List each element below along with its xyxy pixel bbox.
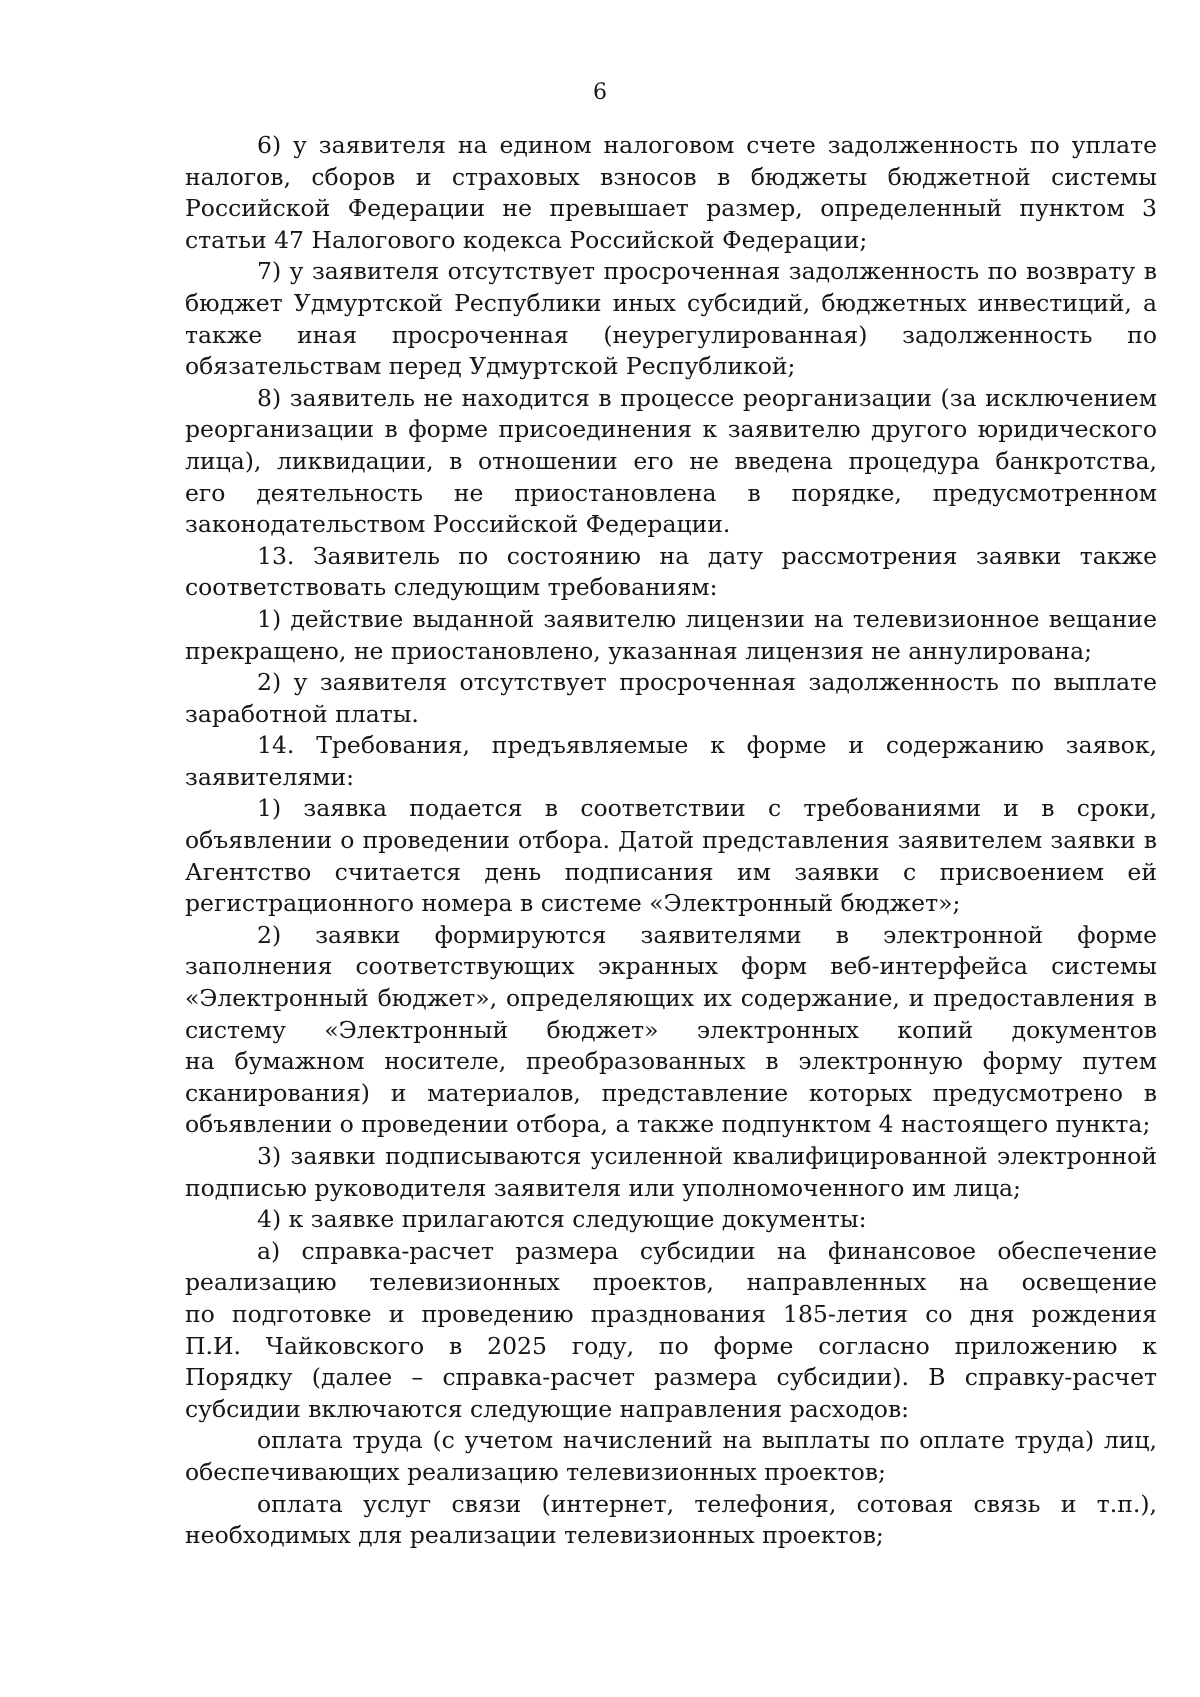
text-line: 1) действие выданной заявителю лицензии на телевизионное вещание — [257, 604, 1157, 633]
text-line: лица), ликвидации, в отношении его не введена процедура банкротства, — [185, 446, 1157, 475]
clause-14-item-1 — [185, 793, 1157, 919]
page-number: 6 — [593, 80, 607, 105]
text-line: его деятельность не приостановлена в порядке, предусмотренном — [185, 478, 1157, 507]
paragraph-item-6 — [185, 130, 1157, 256]
clause-13-item-1 — [185, 604, 1157, 667]
text-line: объявлении о проведении отбора. Датой представления заявителем заявки в — [185, 826, 1157, 855]
text-line: 4) к заявке прилагаются следующие документы: — [257, 1205, 867, 1234]
text-line: сканирования) и материалов, представление которых предусмотрено в — [185, 1078, 1157, 1107]
text-line: обязательствам перед Удмуртской Республикой; — [185, 352, 796, 381]
text-line: оплата труда (с учетом начислений на выплаты по оплате труда) лиц, — [257, 1426, 1157, 1455]
clause-13 — [185, 541, 1157, 604]
text-line: подписью руководителя заявителя или уполномоченного им лица; — [185, 1173, 1021, 1202]
clause-14-item-3 — [185, 1141, 1157, 1204]
text-line: Агентство считается день подписания им заявки с присвоением ей — [185, 857, 1157, 886]
text-line: по подготовке и проведению празднования 185-летия со дня рождения — [185, 1299, 1157, 1328]
text-line: заполнения соответствующих экранных форм веб-интерфейса системы — [185, 952, 1157, 981]
text-line: систему «Электронный бюджет» электронных копий документов — [185, 1015, 1157, 1044]
text-line: 6) у заявителя на едином налоговом счете задолженность по уплате — [257, 131, 1157, 159]
text-line: 3) заявки подписываются усиленной квалифицированной электронной — [257, 1142, 1157, 1170]
text-line: Российской Федерации не превышает размер, определенный пунктом 3 — [185, 194, 1157, 223]
text-line: обеспечивающих реализацию телевизионных проектов; — [185, 1457, 886, 1486]
text-line: 7) у заявителя отсутствует просроченная задолженность по возврату в — [257, 257, 1157, 286]
text-line: необходимых для реализации телевизионных проектов; — [185, 1521, 884, 1550]
text-line: заявителями: — [185, 762, 355, 791]
text-line: 13. Заявитель по состоянию на дату рассмотрения заявки также — [257, 541, 1157, 570]
text-line: статьи 47 Налогового кодекса Российской Федерации; — [185, 225, 868, 254]
text-line: «Электронный бюджет», определяющих их содержание, и предоставления в — [185, 984, 1157, 1013]
clause-14-item-4a — [185, 1236, 1157, 1426]
text-line: реализацию телевизионных проектов, направленных на освещение — [185, 1268, 1157, 1297]
text-line: а) справка-расчет размера субсидии на финансовое обеспечение — [257, 1236, 1157, 1265]
text-line: субсидии включаются следующие направления расходов: — [185, 1394, 910, 1423]
text-line: заработной платы. — [185, 699, 419, 728]
text-line: соответствовать следующим требованиям: — [185, 573, 718, 602]
text-line: налогов, сборов и страховых взносов в бюджеты бюджетной системы — [185, 162, 1157, 191]
text-line: законодательством Российской Федерации. — [185, 510, 731, 539]
text-line: оплата услуг связи (интернет, телефония, сотовая связь и т.п.), — [257, 1489, 1157, 1518]
text-line: 2) заявки формируются заявителями в электронной форме — [257, 920, 1157, 949]
clause-14-item-4 — [185, 1204, 1157, 1236]
text-line: регистрационного номера в системе «Электронный бюджет»; — [185, 889, 961, 918]
text-line: 1) заявка подается в соответствии с требованиями и в сроки, — [257, 794, 1157, 823]
paragraph-item-8 — [185, 383, 1157, 541]
text-line: П.И. Чайковского в 2025 году, по форме согласно приложению к — [185, 1331, 1157, 1360]
text-line: также иная просроченная (неурегулированная) задолженность по — [185, 320, 1157, 349]
expense-item-labor — [185, 1425, 1157, 1488]
paragraph-item-7 — [185, 256, 1157, 382]
text-line: реорганизации в форме присоединения к заявителю другого юридического — [185, 415, 1157, 444]
text-line: Порядку (далее – справка-расчет размера субсидии). В справку-расчет — [185, 1363, 1157, 1392]
text-line: на бумажном носителе, преобразованных в электронную форму путем — [185, 1047, 1157, 1076]
text-line: бюджет Удмуртской Республики иных субсидий, бюджетных инвестиций, а — [185, 288, 1157, 317]
clause-14-item-2 — [185, 920, 1157, 1141]
expense-item-communication — [185, 1489, 1157, 1552]
text-line: 8) заявитель не находится в процессе реорганизации (за исключением — [257, 383, 1157, 412]
text-line: 2) у заявителя отсутствует просроченная задолженность по выплате — [257, 668, 1157, 697]
text-line: 14. Требования, предъявляемые к форме и содержанию заявок, — [257, 731, 1157, 760]
document-body — [185, 130, 1157, 1552]
clause-13-item-2 — [185, 667, 1157, 730]
text-line: прекращено, не приостановлено, указанная лицензия не аннулирована; — [185, 636, 1093, 665]
text-line: объявлении о проведении отбора, а также подпунктом 4 настоящего пункта; — [185, 1110, 1151, 1139]
clause-14 — [185, 730, 1157, 793]
